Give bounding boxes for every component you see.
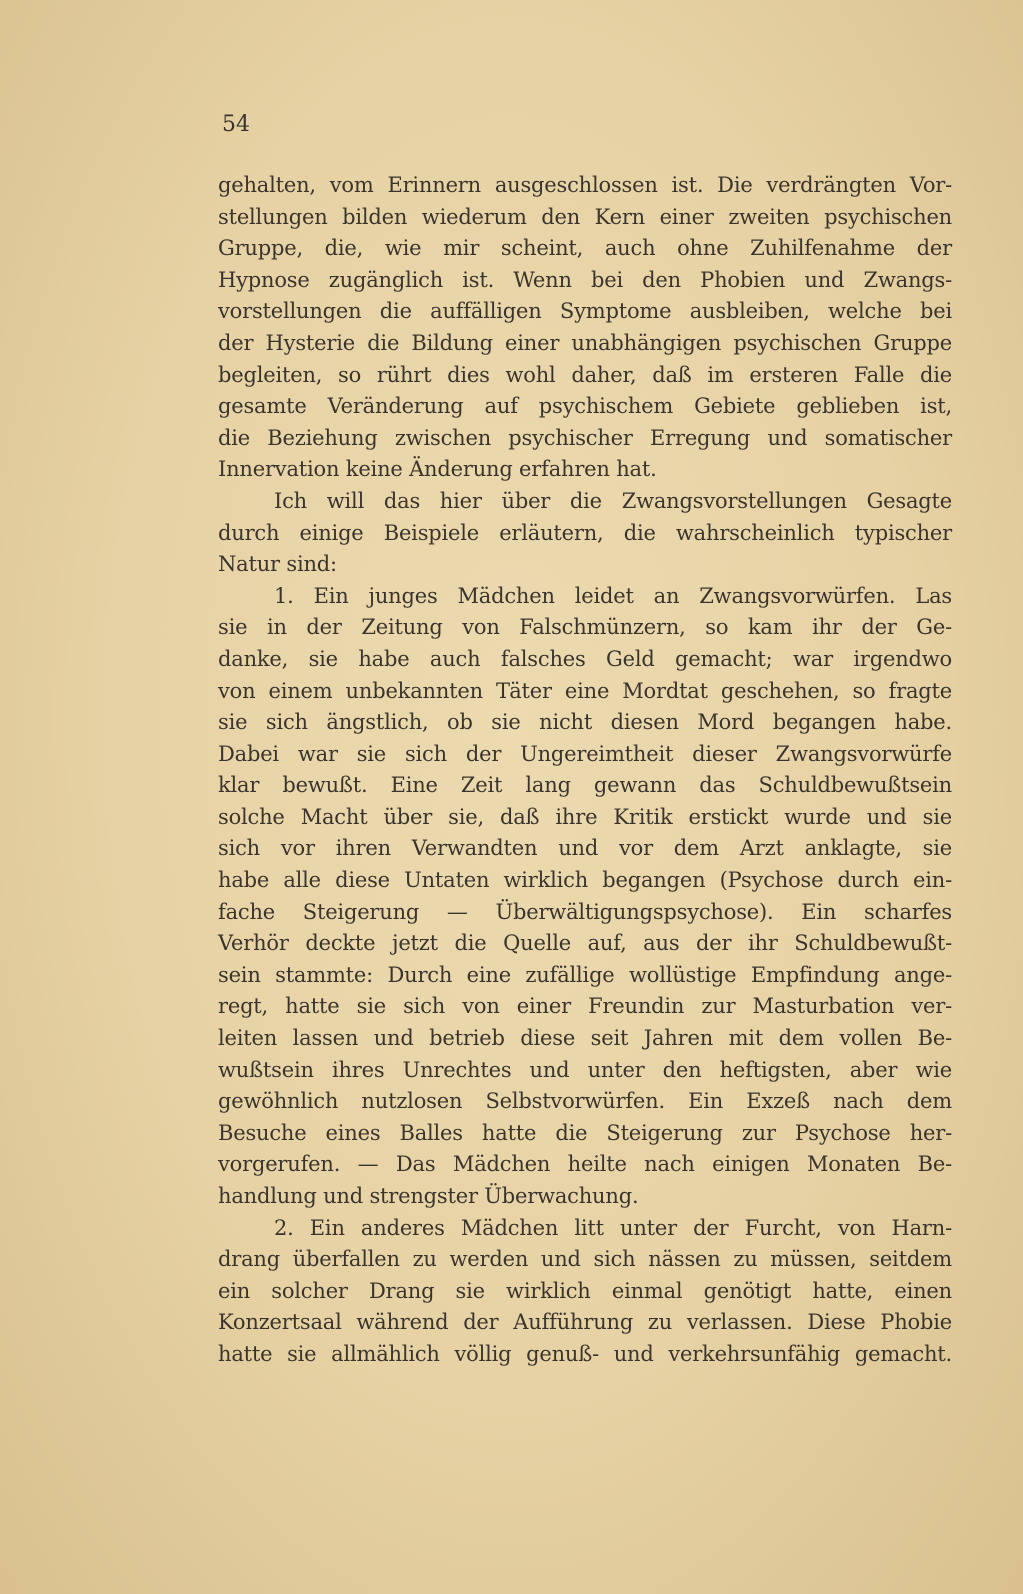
text-line: 2. Ein anderes Mädchen litt unter der Furcht, von Harn- xyxy=(274,1215,952,1240)
text-line: Natur sind: xyxy=(218,552,337,577)
text-line: handlung und strengster Überwachung. xyxy=(218,1184,639,1208)
text-line: sein stammte: Durch eine zufällige wollüstige Empfindung ange- xyxy=(218,962,952,987)
text-line: gehalten, vom Erinnern ausgeschlossen ist. Die verdrängten Vor- xyxy=(218,173,952,197)
text-line: Dabei war sie sich der Ungereimtheit dieser Zwangsvorwürfe xyxy=(218,741,952,766)
text-line: vorgerufen. — Das Mädchen heilte nach einigen Monaten Be- xyxy=(218,1152,952,1177)
body-text xyxy=(218,170,952,1371)
paragraph xyxy=(218,486,952,581)
text-line: fache Steigerung — Überwältigungspsychose). Ein scharfes xyxy=(218,899,952,924)
text-line: regt, hatte sie sich von einer Freundin zur Masturbation ver- xyxy=(218,994,952,1019)
text-line: Gruppe, die, wie mir scheint, auch ohne Zuhilfenahme der xyxy=(218,236,952,261)
text-line: Konzertsaal während der Aufführung zu verlassen. Diese Phobie xyxy=(218,1310,952,1335)
text-line: Besuche eines Balles hatte die Steigerung zur Psychose her- xyxy=(218,1120,952,1145)
text-line: der Hysterie die Bildung einer unabhängigen psychischen Gruppe xyxy=(218,330,952,355)
text-line: Verhör deckte jetzt die Quelle auf, aus der ihr Schuldbewußt- xyxy=(218,931,952,956)
text-line: von einem unbekannten Täter eine Mordtat geschehen, so fragte xyxy=(218,678,952,703)
text-line: 1. Ein junges Mädchen leidet an Zwangsvorwürfen. Las xyxy=(274,583,952,608)
text-line: drang überfallen zu werden und sich nässen zu müssen, seitdem xyxy=(218,1247,952,1272)
text-line: sie in der Zeitung von Falschmünzern, so kam ihr der Ge- xyxy=(218,615,952,640)
text-line: die Beziehung zwischen psychischer Erregung und somatischer xyxy=(218,425,952,450)
text-line: solche Macht über sie, daß ihre Kritik erstickt wurde und sie xyxy=(218,804,952,829)
text-line: danke, sie habe auch falsches Geld gemacht; war irgendwo xyxy=(218,646,952,671)
text-line: Innervation keine Änderung erfahren hat. xyxy=(218,457,657,482)
text-line: stellungen bilden wiederum den Kern einer zweiten psychischen xyxy=(218,204,952,229)
text-line: sich vor ihren Verwandten und vor dem Arzt anklagte, sie xyxy=(218,836,952,861)
text-line: Hypnose zugänglich ist. Wenn bei den Phobien und Zwangs- xyxy=(218,267,952,292)
text-line: hatte sie allmählich völlig genuß- und verkehrsunfähig gemacht. xyxy=(218,1341,952,1366)
text-line: vorstellungen die auffälligen Symptome ausbleiben, welche bei xyxy=(218,299,952,324)
text-line: Ich will das hier über die Zwangsvorstellungen Gesagte xyxy=(274,488,952,513)
paragraph xyxy=(218,581,952,1213)
text-line: gewöhnlich nutzlosen Selbstvorwürfen. Ein Exzeß nach dem xyxy=(218,1089,952,1114)
text-line: gesamte Veränderung auf psychischem Gebiete geblieben ist, xyxy=(218,394,952,419)
text-line: ein solcher Drang sie wirklich einmal genötigt hatte, einen xyxy=(218,1278,952,1303)
text-line: klar bewußt. Eine Zeit lang gewann das Schuldbewußtsein xyxy=(218,773,952,798)
text-line: wußtsein ihres Unrechtes und unter den heftigsten, aber wie xyxy=(218,1057,952,1082)
text-line: habe alle diese Untaten wirklich begangen (Psychose durch ein- xyxy=(218,868,952,893)
text-line: begleiten, so rührt dies wohl daher, daß im ersteren Falle die xyxy=(218,362,952,387)
page-number: 54 xyxy=(222,112,250,137)
paragraph xyxy=(218,170,952,486)
text-line: sie sich ängstlich, ob sie nicht diesen Mord begangen habe. xyxy=(218,710,952,735)
text-line: durch einige Beispiele erläutern, die wahrscheinlich typischer xyxy=(218,520,952,545)
text-line: leiten lassen und betrieb diese seit Jahren mit dem vollen Be- xyxy=(218,1026,952,1051)
paragraph xyxy=(218,1213,952,1371)
